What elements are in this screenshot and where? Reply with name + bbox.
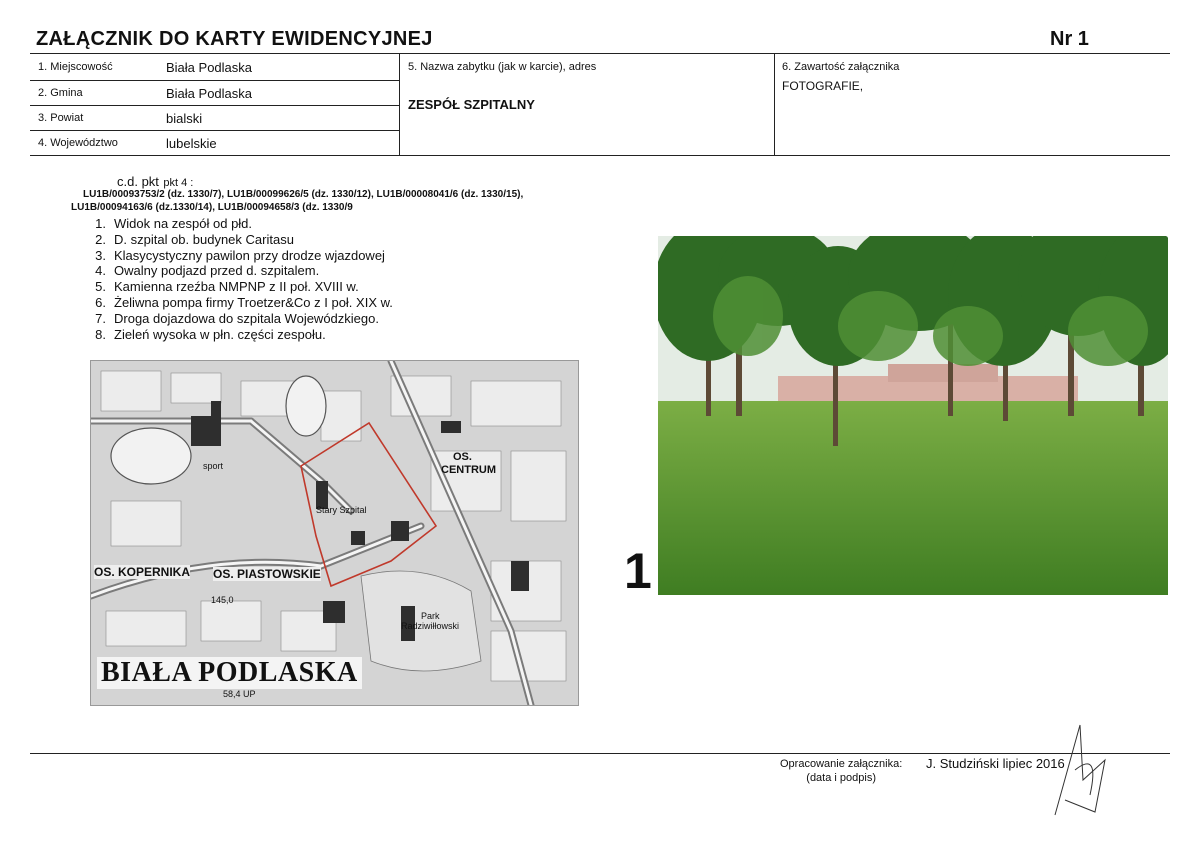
list-item-text: Klasycystyczny pawilon przy drodze wjazdowej — [114, 247, 385, 263]
stadium-shape — [111, 428, 191, 484]
footer-author: J. Studziński lipiec 2016 — [926, 756, 1065, 771]
field-label-gmina: 2. Gmina — [38, 87, 83, 99]
photo-number: 1 — [624, 543, 652, 599]
field-value-gmina: Biała Podlaska — [166, 86, 252, 101]
field-value-nazwa: ZESPÓŁ SZPITALNY — [408, 97, 535, 112]
field-value-wojewodztwo: lubelskie — [166, 136, 217, 151]
footer-label-line2: (data i podpis) — [806, 772, 876, 784]
lawn — [658, 401, 1168, 595]
field-label-powiat: 3. Powiat — [38, 112, 84, 124]
map-label-park: Park — [421, 611, 440, 621]
table-divider-1 — [399, 53, 400, 155]
list-item — [84, 279, 393, 295]
site-photo-graphic — [658, 236, 1168, 595]
map-label-os-piastowskie: OS. PIASTOWSKIE — [213, 567, 321, 581]
footer-label — [780, 757, 902, 785]
list-item-text: Widok na zespół od płd. — [114, 216, 253, 231]
list-item — [84, 216, 393, 232]
table-divider-2 — [774, 53, 775, 155]
document-title: ZAŁĄCZNIK DO KARTY EWIDENCYJNEJ — [36, 28, 433, 50]
cd-prefix: c.d. pkt — [117, 174, 159, 189]
list-item-text: Żeliwna pompa firmy Troetzer&Co z I poł. XIX w. — [114, 294, 393, 310]
map-label-radziwillowski: Radziwiłłowski — [401, 621, 460, 631]
row-rule-1 — [30, 80, 399, 81]
list-item-text: Owalny podjazd przed d. szpitalem. — [114, 263, 320, 279]
list-item-number: 4. — [95, 263, 106, 279]
list-item-text: Kamienna rzeźba NMPNP z II poł. XVIII w. — [114, 279, 359, 295]
field-value-zawartosc: FOTOGRAFIE, — [782, 79, 864, 93]
map-graphic — [91, 361, 578, 705]
map-label-os-kopernika: OS. KOPERNIKA — [94, 565, 191, 579]
map-label-os-centrum: OS. — [453, 451, 472, 463]
list-item — [84, 248, 393, 264]
field-value-powiat: bialski — [166, 111, 203, 126]
header-rule — [30, 53, 1170, 54]
list-item — [84, 232, 393, 248]
land-register-refs-2: LU1B/00094163/6 (dz.1330/14), LU1B/00094658/3 (dz. 1330/9 — [71, 202, 353, 213]
document-number: Nr 1 — [1050, 28, 1089, 50]
footer-rule — [30, 753, 1170, 754]
list-item-text: Droga dojazdowa do szpitala Wojewódzkiego. — [114, 310, 379, 326]
list-item-text: Zieleń wysoka w płn. części zespołu. — [114, 326, 326, 342]
land-register-refs-1: LU1B/00093753/2 (dz. 1330/7), LU1B/00099626/5 (dz. 1330/12), LU1B/00008041/6 (dz. 1330/15), — [83, 189, 524, 200]
map-label-centrum: CENTRUM — [441, 464, 496, 476]
map-label-elevation-2: 58,4 UP — [223, 689, 256, 699]
list-item-number: 8. — [95, 326, 106, 342]
map-title: BIAŁA PODLASKA — [97, 657, 362, 689]
list-item-number: 6. — [95, 294, 106, 310]
map-label-elevation-1: 145,0 — [211, 595, 234, 605]
photo-list — [84, 216, 393, 342]
site-photo — [658, 236, 1168, 595]
list-item — [84, 311, 393, 327]
map-label-stary-szpital: Stary Szpital — [316, 505, 367, 515]
list-item-number: 1. — [95, 216, 106, 231]
stadium-shape — [286, 376, 326, 436]
location-map — [90, 360, 579, 706]
field-label-miejscowosc: 1. Miejscowość — [38, 61, 113, 73]
list-item-number: 3. — [95, 247, 106, 263]
cd-pkt: pkt 4 : — [163, 177, 194, 189]
row-rule-2 — [30, 105, 399, 106]
hospital-building-roof — [888, 364, 998, 382]
list-item — [84, 295, 393, 311]
field-value-miejscowosc: Biała Podlaska — [166, 60, 252, 75]
footer-label-line1: Opracowanie załącznika: — [780, 758, 903, 770]
list-item-number: 7. — [95, 310, 106, 326]
row-rule-3 — [30, 130, 399, 131]
signature-mark — [1045, 720, 1115, 820]
list-item — [84, 263, 393, 279]
list-item-number: 5. — [95, 279, 106, 295]
field-label-zawartosc: 6. Zawartość załącznika — [782, 61, 900, 73]
field-label-wojewodztwo: 4. Województwo — [38, 137, 118, 149]
list-item — [84, 327, 393, 343]
list-item-number: 2. — [95, 231, 106, 247]
table-bottom-rule — [30, 155, 1170, 156]
map-label-sport: sport — [203, 461, 224, 471]
list-item-text: D. szpital ob. budynek Caritasu — [114, 231, 294, 247]
field-label-nazwa: 5. Nazwa zabytku (jak w karcie), adres — [408, 61, 597, 73]
